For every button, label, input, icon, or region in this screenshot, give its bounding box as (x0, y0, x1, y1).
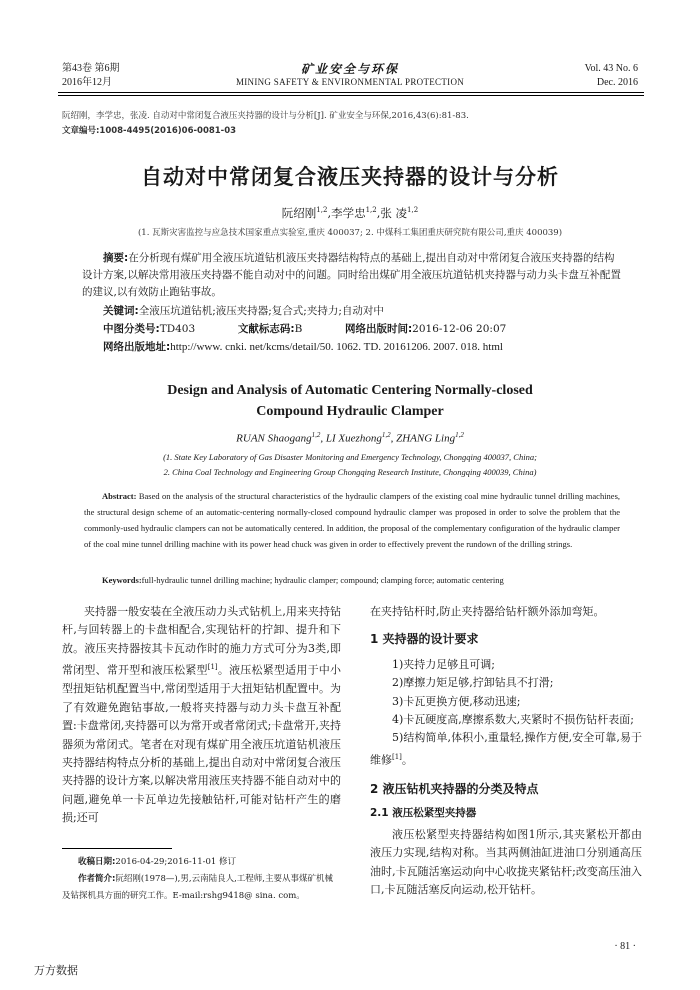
author-3: 张 凌 (380, 206, 408, 220)
doc-code-label: 文献标志码: (237, 323, 295, 335)
affiliation-en-2: 2. China Coal Technology and Engineering Group Chongqing Research Institute, Chongqing 400039, China) (163, 467, 537, 477)
title-en-line-1: Design and Analysis of Automatic Centering Normally-closed (167, 383, 533, 398)
left-column (62, 603, 341, 828)
requirement-item-5-text: 5)结构简单,体积小,重量轻,操作方便,安全可靠,易于维修 (370, 731, 642, 767)
requirement-item-1: 1)夹持力足够且可调; (392, 657, 495, 671)
footnote (62, 854, 341, 905)
header-right (585, 62, 638, 90)
keywords-en-label: Keywords: (102, 575, 142, 585)
doc-code-value: B (294, 323, 303, 335)
author-1-sup: 1,2 (316, 206, 328, 215)
journal-cn: 矿业安全与环保 (300, 62, 399, 76)
right-column (370, 603, 642, 899)
page-number: · 81 · (614, 941, 636, 952)
author-en-3-sup: 1,2 (455, 431, 464, 439)
received-date: 2016-04-29;2016-11-01 修订 (115, 857, 236, 867)
section-1-heading: 1 夹持器的设计要求 (370, 632, 479, 647)
intro-text-a: 夹持器一般安装在全液压动力头式钻机上,用来夹持钻杆,与回转器上的卡盘相配合,实现钻杆的拧卸、提升和下放。液压夹持器按其卡瓦动作时的施力方式可分为3类,即常闭型、常开型和液压松紧型 (62, 605, 341, 677)
header-rule-2 (58, 95, 644, 96)
ref-1-right[interactable]: [1] (392, 752, 402, 761)
citation-block (62, 109, 652, 139)
author-3-sup: 1,2 (407, 206, 419, 215)
affiliation-cn: (1. 瓦斯灾害监控与应急技术国家重点实验室,重庆 400037; 2. 中煤科工集团重庆研究院有限公司,重庆 400039) (137, 228, 563, 238)
abstract-cn (82, 250, 622, 301)
author-en-1: RUAN Shaogang (236, 432, 312, 445)
author-en-2-sup: 1,2 (381, 431, 391, 439)
volume-cn: 第43卷 第6期 (62, 63, 120, 74)
requirement-item-4: 4)卡瓦硬度高,摩擦系数大,夹紧时不损伤钻杆表面; (392, 713, 634, 727)
title-cn: 自动对中常闭复合液压夹持器的设计与分析 (141, 165, 559, 189)
clc-label: 中图分类号: (103, 323, 160, 335)
watermark: 万方数据 (34, 964, 78, 977)
abstract-en-label: Abstract: (102, 491, 137, 501)
clc-value: TD403 (159, 323, 196, 335)
author-2: 李学忠 (331, 206, 366, 220)
affiliation-en (0, 450, 700, 480)
online-url-line (103, 339, 663, 356)
author-bio-label: 作者简介: (78, 874, 116, 884)
journal-en: MINING SAFETY & ENVIRONMENTAL PROTECTION (235, 77, 465, 87)
section-2-1-heading: 2.1 液压松紧型夹持器 (370, 807, 477, 820)
citation: 阮绍刚，李学忠，张凌. 自动对中常闭复合液压夹持器的设计与分析[J]. 矿业安全与环保,2016,43(6):81-83. (62, 111, 469, 121)
author-2-sup: 1,2 (365, 206, 377, 215)
keywords-cn-text: 全液压坑道钻机;液压夹持器;复合式;夹持力;自动对中 (138, 305, 384, 317)
online-url[interactable]: http://www. cnki. net/kcms/detail/50. 1062. TD. 20161206. 2007. 018. html (170, 341, 503, 353)
header-rule (58, 92, 644, 93)
requirement-item-3: 3)卡瓦更换方便,移动迅速; (392, 694, 521, 708)
date-en: Dec. 2016 (596, 77, 638, 88)
title-en-line-2: Compound Hydraulic Clamper (256, 404, 444, 419)
intro-text-b: 。液压松紧型适用于中小型扭矩钻机配置当中,常闭型适用于大扭矩钻机配置中。为了有效避免跑钻事故,一般将夹持器与动力头卡盘互补配置:卡盘常闭,夹持器可以为常开或者常闭式;卡盘常开,夹持器须为常闭式。笔者在对现有煤矿用全液压坑道钻机液压夹持器结构特点分析的基础上,提出自动对中常闭复合液压夹持器的设计方案,以解决常用液压夹持器不能自动对中的问题,避免单一卡瓦单边先接触钻杆,可能对钻杆产生的磨损;还可 (62, 663, 341, 825)
abstract-en-text: Based on the analysis of the structural characteristics of the hydraulic clampers of the existing coal mine hydraulic tunnel drilling machines, the structural design scheme of an automatic-centering normally-closed compound hydraulic clamper was proposed in order to solve the problem that the commonly-used hydraulic clampers can not be automatically centered. In addition, the proposal of the complementary configuration of the hydraulic clamper of the coal mine tunnel drilling machine with its power head chuck was given in order to effectively prevent the rundown of the drilling strings. (84, 491, 621, 549)
abstract-cn-label: 摘要: (103, 252, 129, 264)
date-cn: 2016年12月 (62, 77, 112, 88)
online-url-label: 网络出版地址: (103, 341, 171, 353)
author-bio: 阮绍刚(1978—),男,云南陆良人,工程师,主要从事煤矿机械及钻探机具方面的研究工作。E-mail:rshg9418@ sina. com。 (62, 874, 333, 901)
authors-cn: 阮绍刚$^{1,2}$,李学忠$^{1,2}$,张 凌$^{1,2}$ (281, 206, 419, 220)
authors-en: RUAN Shaogang$^{1,2}$, LI Xuezhong$^{1,2}$, ZHANG Ling$^{1,2}$ (236, 431, 464, 445)
continuation-text: 在夹持钻杆时,防止夹持器给钻杆额外添加弯矩。 (370, 605, 605, 618)
abstract-en (84, 488, 620, 552)
article-number: 文章编号:1008-4495(2016)06-0081-03 (62, 126, 237, 136)
keywords-cn (103, 303, 623, 320)
keywords-cn-label: 关键词: (103, 305, 139, 317)
classification-line (103, 321, 623, 338)
volume-en: Vol. 43 No. 6 (584, 63, 638, 74)
affiliation-en-1: (1. State Key Laboratory of Gas Disaster Monitoring and Emergency Technology, Chongqing 400037, China; (163, 452, 537, 462)
section-2-heading: 2 液压钻机夹持器的分类及特点 (370, 781, 539, 796)
intro-paragraph (62, 603, 341, 828)
requirement-item-5-tail: 。 (401, 753, 413, 767)
author-en-1-sup: 1,2 (311, 431, 321, 439)
abstract-cn-text: 在分析现有煤矿用全液压坑道钻机液压夹持器结构特点的基础上,提出自动对中常闭复合液压夹持器的结构设计方案,以解决常用液压夹持器不能自动对中的问题。同时给出煤矿用全液压坑道钻机夹持器与动力头卡盘互补配置的建议,以有效防止跑钻事故。 (82, 252, 621, 298)
footnote-rule (62, 848, 172, 849)
received-label: 收稿日期: (78, 857, 116, 867)
requirement-item-5 (370, 729, 642, 769)
section-2-1-paragraph: 液压松紧型夹持器结构如图1所示,其夹紧松开都由液压力实现,结构对称。当其两侧油缸进油口分别通高压油时,卡瓦随活塞运动向中心收拢夹紧钻杆;改变高压油入口,卡瓦随活塞反向运动,松开钻杆。 (370, 827, 642, 896)
requirement-item-2: 2)摩擦力矩足够,拧卸钻具不打滑; (392, 676, 554, 690)
ref-1[interactable]: [1] (207, 663, 218, 672)
keywords-en (84, 572, 620, 588)
author-en-2: LI Xuezhong (325, 432, 382, 445)
keywords-en-text: full-hydraulic tunnel drilling machine; hydraulic clamper; compound; clamping force; automatic centering (141, 575, 504, 585)
title-en (0, 380, 700, 422)
online-time-value: 2016-12-06 20:07 (412, 323, 507, 335)
author-en-3: ZHANG Ling (396, 432, 456, 445)
author-1: 阮绍刚 (281, 206, 317, 220)
online-time-label: 网络出版时间: (344, 323, 413, 335)
